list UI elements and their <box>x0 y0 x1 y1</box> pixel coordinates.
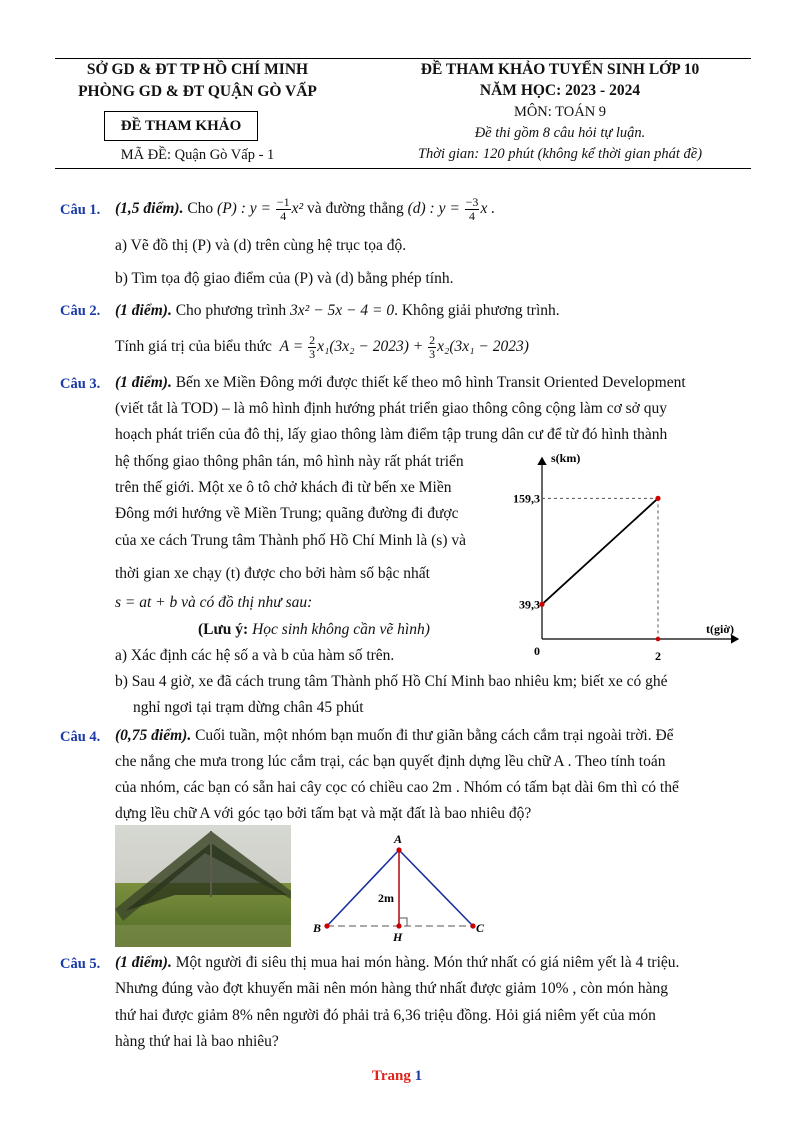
y-tick-low: 39,3 <box>519 597 540 612</box>
q3-para-line7: của xe cách Trung tâm Thành phố Hồ Chí Minh là (s) và <box>115 532 466 549</box>
tent-triangle-figure <box>305 830 495 945</box>
header-bottom-rule <box>55 168 751 169</box>
q2-label: Câu 2. <box>60 303 101 319</box>
y-axis-label: s(km) <box>551 451 581 465</box>
q3-part-b-line1: b) Sau 4 giờ, xe đã cách trung tâm Thành phố Hồ Chí Minh bao nhiêu km; biết xe có ghé <box>115 673 668 690</box>
q3-para-line5: trên thế giới. Một xe ô tô chở khách đi từ bến xe Miền <box>115 479 452 496</box>
vertex-C: C <box>476 921 485 935</box>
q3-para-line8: thời gian xe chạy (t) được cho bởi hàm số bậc nhất <box>115 565 430 582</box>
reference-exam-box: ĐỀ THAM KHẢO <box>104 111 258 141</box>
line-name: (d) : y = <box>407 200 460 218</box>
q3-para-line1: (1 điểm). Bến xe Miền Đông mới được thiết kế theo mô hình Transit Oriented Development <box>115 374 686 391</box>
x-tick-label: 2 <box>655 649 661 663</box>
y-tick-high: 159,3 <box>513 491 540 506</box>
school-year: NĂM HỌC: 2023 - 2024 <box>479 82 641 99</box>
vertex-A: A <box>394 832 403 846</box>
page-number: 1 <box>414 1068 423 1084</box>
q3-para-line2: (viết tắt là TOD) – là mô hình định hướng phát triển giao thông công cộng làm cơ sở quy <box>115 400 668 417</box>
q3-label: Câu 3. <box>60 376 101 392</box>
subject: MÔN: TOÁN 9 <box>513 104 607 120</box>
origin-label: 0 <box>534 644 540 658</box>
q3-para-line3: hoạch phát triển của đô thị, lấy giao thông làm điểm tập trung dân cư để từ đó hình thành <box>115 426 668 443</box>
exam-code: MÃ ĐỀ: Quận Gò Vấp - 1 <box>120 147 275 163</box>
exam-title: ĐỀ THAM KHẢO TUYỂN SINH LỚP 10 <box>420 61 700 78</box>
q1-points: (1,5 điểm). <box>115 200 184 218</box>
distance-time-graph <box>505 448 745 666</box>
data-point-start <box>539 602 544 607</box>
q4-line2: che nắng che mưa trong lúc cắm trại, các bạn quyết định dựng lều chữ A . Theo tính toán <box>115 753 666 770</box>
q1-label: Câu 1. <box>60 202 101 218</box>
parabola-coef: $\frac{-1}{4}$ <box>276 195 290 223</box>
q3-function: s = at + b và có đồ thị như sau: <box>115 594 313 611</box>
q2-equation: 3x² − 5x − 4 = 0 <box>290 302 395 319</box>
q1-part-b: b) Tìm tọa độ giao điểm của (P) và (d) bằng phép tính. <box>115 270 454 287</box>
q4-line3: của nhóm, các bạn có sẵn hai cây cọc có chiều cao 2m . Nhóm có tấm bạt dài 6m thì có thể <box>115 779 679 796</box>
q1-part-a: a) Vẽ đồ thị (P) và (d) trên cùng hệ trục tọa độ. <box>115 237 407 254</box>
page-footer <box>0 1068 794 1085</box>
data-point-end <box>655 496 660 501</box>
q3-para-line4: hệ thống giao thông phân tán, mô hình này rất phát triển <box>115 453 464 470</box>
q3-part-a: a) Xác định các hệ số a và b của hàm số trên. <box>115 647 395 664</box>
q5-line2: Nhưng đúng vào đợt khuyến mãi nên món hàng thứ nhất được giảm 10% , còn món hàng <box>115 980 669 997</box>
office-name: PHÒNG GD & ĐT QUẬN GÒ VẤP <box>78 83 317 100</box>
page-word: Trang <box>371 1068 411 1084</box>
vertex-B: B <box>313 921 322 935</box>
q3-part-b-line2: nghỉ ngơi tại trạm dừng chân 45 phút <box>133 699 364 716</box>
q3-note: (Lưu ý: Học sinh không cần vẽ hình) <box>198 621 430 638</box>
foot-H: H <box>393 930 403 944</box>
q4-line4: dựng lều chữ A với góc tạo bởi tấm bạt và mặt đất là bao nhiêu độ? <box>115 805 532 822</box>
tent-photo <box>115 825 291 947</box>
header-top-rule <box>55 58 751 59</box>
q5-line1: (1 điểm). Một người đi siêu thị mua hai món hàng. Món thứ nhất có giá niêm yết là 4 triệu. <box>115 954 680 971</box>
time-note: Thời gian: 120 phút (không kể thời gian phát đề) <box>417 146 703 162</box>
q3-para-line6: Đông mới hướng về Miền Trung; quãng đường đi được <box>115 505 459 522</box>
series-line <box>542 498 658 604</box>
question-count-note: Đề thi gồm 8 câu hỏi tự luận. <box>474 125 646 141</box>
side-AB <box>327 850 399 926</box>
q5-line4: hàng thứ hai là bao nhiêu? <box>115 1033 279 1050</box>
side-AC <box>399 850 473 926</box>
parabola-name: (P) : y = <box>217 200 271 218</box>
department-name: SỞ GD & ĐT TP HỒ CHÍ MINH <box>86 61 309 78</box>
q5-label: Câu 5. <box>60 956 101 972</box>
q4-label: Câu 4. <box>60 729 101 745</box>
line-coef: $\frac{-3}{4}$ <box>465 195 479 223</box>
x-tick-marker <box>656 637 661 642</box>
height-label: 2m <box>378 891 394 905</box>
q5-line3: thứ hai được giảm 8% nên người đó phải trả 6,36 triệu đồng. Hỏi giá niêm yết của món <box>115 1007 656 1024</box>
q2-line2: Tính giá trị của biểu thức A = $\frac{2}{3}$ x₁(3x₂ − 2023) + $\frac{2}{3}$ x₂(3x₁ − 2023) <box>115 333 529 361</box>
x-axis-label: t(giờ) <box>706 622 734 636</box>
q4-line1: (0,75 điểm). Cuối tuần, một nhóm bạn muốn đi thư giãn bằng cách cắm trại ngoài trời. Để <box>115 727 674 744</box>
q1-statement: (1,5 điểm). Cho (P) : y = $\frac{-1}{4}$ x² và đường thẳng (d) : y = $\frac{-3}{4}$ x . <box>115 195 496 223</box>
q2-line1: (1 điểm). Cho phương trình 3x² − 5x − 4 = 0. Không giải phương trình. <box>115 302 560 319</box>
